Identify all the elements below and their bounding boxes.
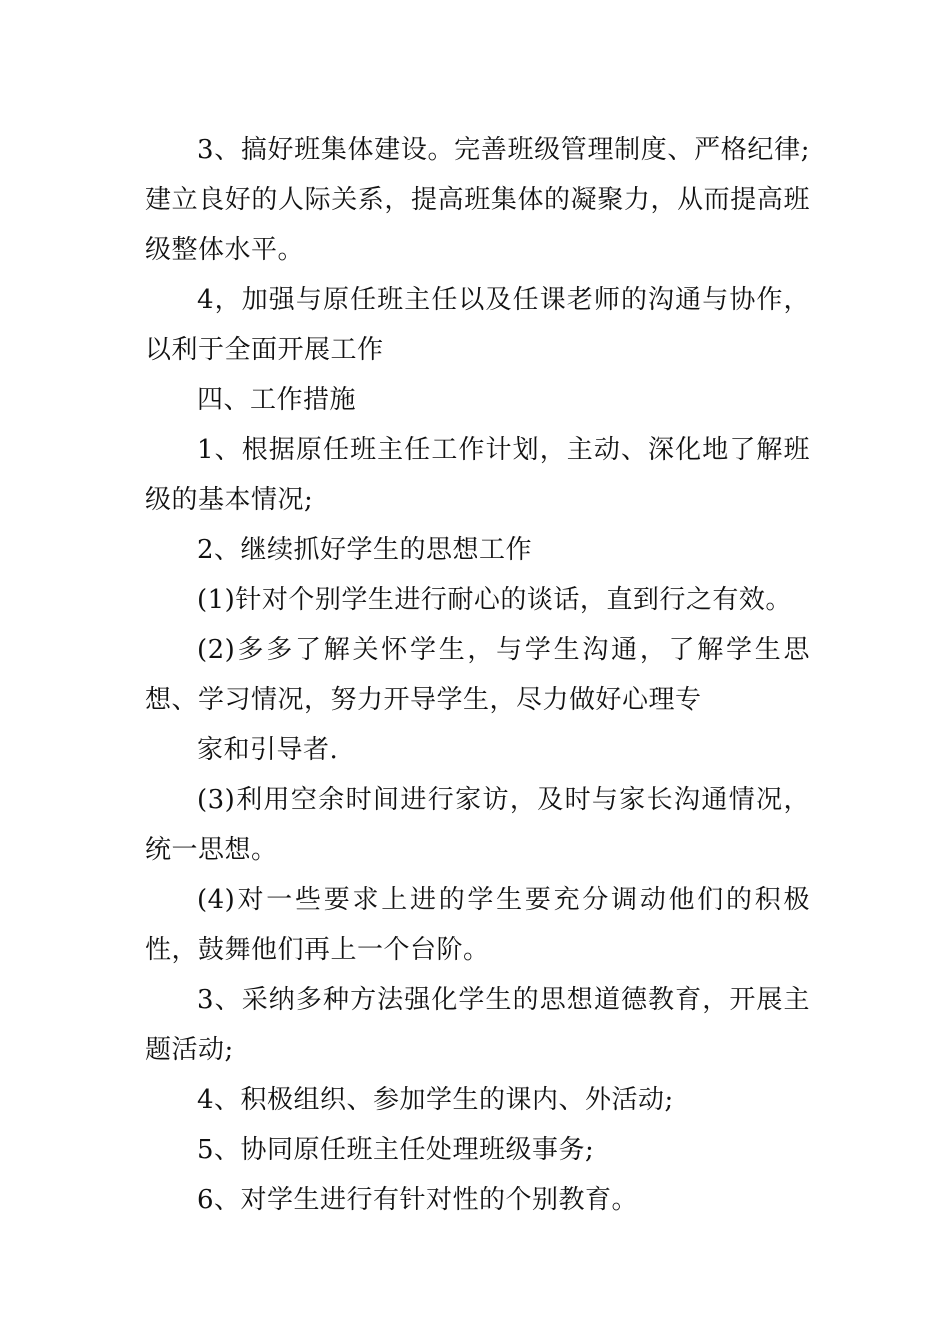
paragraph-sub-measure-2: (2)多多了解关怀学生，与学生沟通，了解学生思想、学习情况，努力开导学生，尽力做好心理专 (145, 635, 810, 715)
paragraph-measure-4: 4、积极组织、参加学生的课内、外活动; (197, 1085, 674, 1115)
document-body (145, 125, 810, 1225)
paragraph-measure-3: 3、采纳多种方法强化学生的思想道德教育，开展主题活动; (145, 985, 810, 1065)
paragraph-measure-1: 1、根据原任班主任工作计划，主动、深化地了解班级的基本情况; (145, 435, 810, 515)
paragraph-measure-5: 5、协同原任班主任处理班级事务; (197, 1135, 595, 1165)
paragraph-measure-2: 2、继续抓好学生的思想工作 (197, 535, 533, 565)
paragraph-class-building: 3、搞好班集体建设。完善班级管理制度、严格纪律;建立良好的人际关系，提高班集体的凝聚力，从而提高班级整体水平。 (145, 135, 810, 265)
paragraph-teacher-cooperation: 4，加强与原任班主任以及任课老师的沟通与协作，以利于全面开展工作 (145, 285, 810, 365)
paragraph-measure-6: 6、对学生进行有针对性的个别教育。 (197, 1185, 639, 1215)
paragraph-sub-measure-3: (3)利用空余时间进行家访，及时与家长沟通情况，统一思想。 (145, 785, 810, 865)
paragraph-sub-measure-1: (1)针对个别学生进行耐心的谈话，直到行之有效。 (197, 585, 792, 615)
paragraph-sub-measure-4: (4)对一些要求上进的学生要充分调动他们的积极性，鼓舞他们再上一个台阶。 (145, 885, 810, 965)
paragraph-sub-measure-2-continued: 家和引导者. (197, 735, 339, 765)
section-heading-work-measures: 四、工作措施 (197, 385, 357, 415)
